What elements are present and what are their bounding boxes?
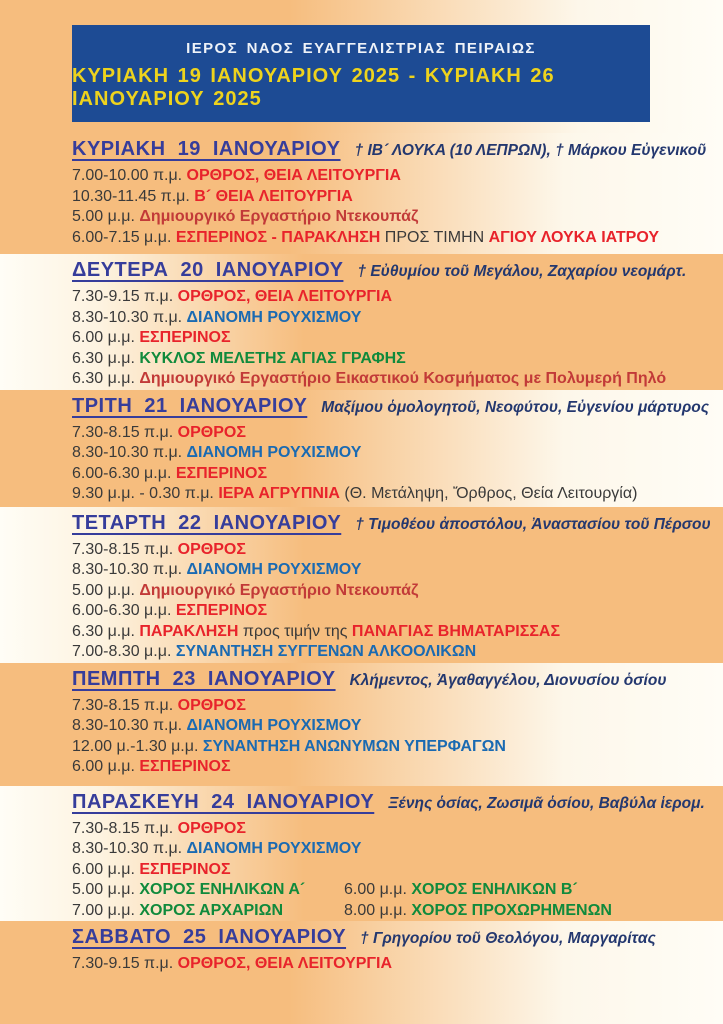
event-label: ΧΟΡΟΣ ΑΡΧΑΡΙΩΝ — [139, 901, 283, 919]
event-label: ΟΡΘΡΟΣ — [177, 423, 246, 441]
day-title: ΤΡΙΤΗ 21 ΙΑΝΟΥΑΡΙΟΥ — [72, 394, 308, 417]
day-feast: † Γρηγορίου τοῦ Θεολόγου, Μαργαρίτας — [360, 930, 656, 947]
day-section — [0, 133, 723, 254]
time-label: ΠΡΟΣ ΤΙΜΗΝ — [380, 228, 489, 246]
time-label: 8.00 μ.μ. — [344, 901, 412, 919]
schedule-row — [72, 308, 715, 329]
event-label: ΕΣΠΕΡΙΝΟΣ — [139, 860, 231, 878]
day-feast: † Εὐθυμίου τοῦ Μεγάλου, Ζαχαρίου νεομάρτ. — [357, 263, 687, 280]
time-label: 6.00 μ.μ. — [344, 881, 412, 898]
schedule-row — [72, 166, 715, 187]
event-label: ΕΣΠΕΡΙΝΟΣ — [139, 329, 231, 346]
event-label: ΠΑΝΑΓΙΑΣ ΒΗΜΑΤΑΡΙΣΣΑΣ — [351, 622, 561, 640]
days-container — [0, 133, 723, 1024]
time-label: 10.30-11.45 π.μ. — [72, 187, 195, 205]
schedule-row — [72, 622, 715, 643]
time-label: 6.00-7.15 μ.μ. — [72, 228, 176, 246]
schedule-row — [72, 696, 715, 717]
day-header — [72, 667, 715, 693]
day-title: ΠΑΡΑΣΚΕΥΗ 24 ΙΑΝΟΥΑΡΙΟΥ — [72, 790, 375, 813]
time-label: (Θ. Μετάληψη, Ὄρθρος, Θεία Λειτουργία) — [339, 485, 638, 502]
schedule-column — [344, 880, 715, 901]
time-label: 6.30 μ.μ. — [72, 370, 140, 387]
schedule-row — [72, 901, 715, 922]
event-label: ΕΣΠΕΡΙΝΟΣ - ΠΑΡΑΚΛΗΣΗ — [175, 228, 381, 246]
time-label: 5.00 μ.μ. — [72, 881, 140, 898]
event-label: ΧΟΡΟΣ ΕΝΗΛΙΚΩΝ Α´ — [139, 881, 306, 898]
schedule-row — [72, 819, 715, 840]
time-label: προς τιμήν της — [238, 622, 352, 640]
day-feast: Ξένης ὁσίας, Ζωσιμᾶ ὁσίου, Βαβύλα ἱερομ. — [388, 794, 705, 812]
schedule-row — [72, 287, 715, 308]
time-label: 8.30-10.30 π.μ. — [72, 717, 187, 734]
header-title-box — [72, 25, 650, 122]
schedule-row — [72, 880, 715, 901]
schedule-row — [72, 737, 715, 758]
event-label: ΠΑΡΑΚΛΗΣΗ — [139, 622, 239, 640]
schedule-row — [72, 187, 715, 208]
schedule-row — [72, 443, 715, 464]
event-label: ΕΣΠΕΡΙΝΟΣ — [175, 602, 268, 619]
day-header — [72, 137, 715, 163]
time-label: 8.30-10.30 π.μ. — [72, 840, 187, 857]
time-label: 6.30 μ.μ. — [72, 349, 140, 367]
time-label: 8.30-10.30 π.μ. — [72, 444, 187, 461]
event-label: ΟΡΘΡΟΣ, ΘΕΙΑ ΛΕΙΤΟΥΡΓΙΑ — [177, 955, 393, 972]
time-label: 7.00 μ.μ. — [72, 901, 140, 919]
time-label: 6.00-6.30 μ.μ. — [72, 464, 176, 482]
event-label: ΟΡΘΡΟΣ — [177, 819, 246, 837]
schedule-row — [72, 560, 715, 581]
schedule-row — [72, 423, 715, 444]
schedule-row — [72, 207, 715, 228]
time-label: 8.30-10.30 π.μ. — [72, 308, 187, 326]
time-label: 5.00 μ.μ. — [72, 208, 140, 225]
event-label: Β´ ΘΕΙΑ ΛΕΙΤΟΥΡΓΙΑ — [194, 187, 353, 205]
day-section — [0, 507, 723, 663]
day-title: ΤΕΤΑΡΤΗ 22 ΙΑΝΟΥΑΡΙΟΥ — [72, 511, 342, 534]
day-feast: † ΙΒ´ ΛΟΥΚΑ (10 ΛΕΠΡΩΝ), † Μάρκου Εὐγενικοῦ — [354, 142, 707, 159]
event-label: ΙΕΡΑ ΑΓΡΥΠΝΙΑ — [218, 485, 340, 502]
schedule-row — [72, 464, 715, 485]
day-section — [0, 254, 723, 390]
event-label: ΔΙΑΝΟΜΗ ΡΟΥΧΙΣΜΟΥ — [186, 561, 362, 578]
event-label: ΣΥΝΑΝΤΗΣΗ ΣΥΓΓΕΝΩΝ ΑΛΚΟΟΛΙΚΩΝ — [175, 643, 477, 660]
event-label: ΑΓΙΟΥ ΛΟΥΚΑ ΙΑΤΡΟΥ — [488, 228, 660, 246]
header-band — [0, 0, 723, 133]
day-feast: Μαξίμου ὁμολογητοῦ, Νεοφύτου, Εὐγενίου μάρτυρος — [321, 398, 709, 416]
time-label: 6.00 μ.μ. — [72, 758, 140, 775]
schedule-column — [72, 880, 344, 901]
time-label: 5.00 μ.μ. — [72, 581, 140, 599]
schedule-row — [72, 328, 715, 349]
event-label: ΕΣΠΕΡΙΝΟΣ — [175, 464, 268, 482]
schedule-row — [72, 642, 715, 663]
event-label: ΟΡΘΡΟΣ, ΘΕΙΑ ΛΕΙΤΟΥΡΓΙΑ — [186, 167, 401, 184]
schedule-row — [72, 540, 715, 561]
event-label: ΟΡΘΡΟΣ — [177, 696, 246, 714]
day-title: ΣΑΒΒΑΤΟ 25 ΙΑΝΟΥΑΡΙΟΥ — [72, 926, 347, 948]
event-label: ΧΟΡΟΣ ΠΡΟΧΩΡΗΜΕΝΩΝ — [411, 901, 612, 919]
day-section — [0, 390, 723, 507]
schedule-row — [72, 860, 715, 881]
time-label: 9.30 μ.μ. - 0.30 π.μ. — [72, 485, 219, 502]
day-feast: Κλήμεντος, Ἀγαθαγγέλου, Διονυσίου ὁσίου — [349, 671, 667, 689]
time-label: 7.30-8.15 π.μ. — [72, 540, 178, 558]
time-label: 7.30-8.15 π.μ. — [72, 819, 178, 837]
day-title: ΚΥΡΙΑΚΗ 19 ΙΑΝΟΥΑΡΙΟΥ — [72, 138, 341, 160]
time-label: 7.00-8.30 μ.μ. — [72, 643, 176, 660]
event-label: ΚΥΚΛΟΣ ΜΕΛΕΤΗΣ ΑΓΙΑΣ ΓΡΑΦΗΣ — [139, 349, 406, 367]
event-label: Δημιουργικό Εργαστήριο Ντεκουπάζ — [139, 208, 419, 225]
schedule-row — [72, 484, 715, 505]
schedule-row — [72, 349, 715, 370]
time-label: 7.30-9.15 π.μ. — [72, 955, 178, 972]
time-label: 8.30-10.30 π.μ. — [72, 561, 187, 578]
day-header — [72, 394, 715, 420]
schedule-row — [72, 581, 715, 602]
event-label: ΕΣΠΕΡΙΝΟΣ — [139, 758, 231, 775]
day-feast: † Τιμοθέου ἀποστόλου, Ἀναστασίου τοῦ Πέρσου — [355, 515, 711, 533]
time-label: 6.00 μ.μ. — [72, 329, 140, 346]
schedule-column — [344, 901, 715, 922]
day-section — [0, 921, 723, 1024]
event-label: ΔΙΑΝΟΜΗ ΡΟΥΧΙΣΜΟΥ — [186, 717, 362, 734]
day-header — [72, 790, 715, 816]
day-section — [0, 786, 723, 922]
event-label: ΧΟΡΟΣ ΕΝΗΛΙΚΩΝ Β´ — [411, 881, 578, 898]
day-header — [72, 511, 715, 537]
schedule-row — [72, 757, 715, 778]
day-title: ΔΕΥΤΕΡΑ 20 ΙΑΝΟΥΑΡΙΟΥ — [72, 259, 344, 281]
event-label: ΟΡΘΡΟΣ — [177, 540, 246, 558]
day-title: ΠΕΜΠΤΗ 23 ΙΑΝΟΥΑΡΙΟΥ — [72, 667, 336, 690]
time-label: 6.00-6.30 μ.μ. — [72, 602, 176, 619]
event-label: ΟΡΘΡΟΣ, ΘΕΙΑ ΛΕΙΤΟΥΡΓΙΑ — [177, 288, 393, 305]
schedule-row — [72, 369, 715, 390]
time-label: 7.30-8.15 π.μ. — [72, 423, 178, 441]
time-label: 7.30-8.15 π.μ. — [72, 696, 178, 714]
schedule-row — [72, 716, 715, 737]
event-label: ΣΥΝΑΝΤΗΣΗ ΑΝΩΝΥΜΩΝ ΥΠΕΡΦΑΓΩΝ — [202, 737, 506, 755]
day-header — [72, 925, 715, 951]
event-label: ΔΙΑΝΟΜΗ ΡΟΥΧΙΣΜΟΥ — [186, 308, 362, 326]
time-label: 6.30 μ.μ. — [72, 622, 140, 640]
time-label: 6.00 μ.μ. — [72, 860, 140, 878]
church-name: ΙΕΡΟΣ ΝΑΟΣ ΕΥΑΓΓΕΛΙΣΤΡΙΑΣ ΠΕΙΡΑΙΩΣ — [186, 40, 536, 57]
time-label: 7.30-9.15 π.μ. — [72, 288, 178, 305]
time-label: 7.00-10.00 π.μ. — [72, 167, 187, 184]
event-label: Δημιουργικό Εργαστήριο Ντεκουπάζ — [139, 581, 419, 599]
day-header — [72, 258, 715, 284]
event-label: ΔΙΑΝΟΜΗ ΡΟΥΧΙΣΜΟΥ — [186, 444, 362, 461]
week-date-range: ΚΥΡΙΑΚΗ 19 ΙΑΝΟΥΑΡΙΟΥ 2025 - ΚΥΡΙΑΚΗ 26 ΙΑΝΟΥΑΡΙΟΥ 2025 — [72, 65, 555, 110]
schedule-row — [72, 228, 715, 249]
schedule-row — [72, 601, 715, 622]
schedule-column — [72, 901, 344, 922]
day-section — [0, 663, 723, 786]
event-label: Δημιουργικό Εργαστήριο Εικαστικού Κοσμήματος με Πολυμερή Πηλό — [139, 370, 667, 387]
time-label: 12.00 μ.-1.30 μ.μ. — [72, 737, 203, 755]
event-label: ΔΙΑΝΟΜΗ ΡΟΥΧΙΣΜΟΥ — [186, 840, 362, 857]
schedule-row — [72, 954, 715, 975]
schedule-row — [72, 839, 715, 860]
